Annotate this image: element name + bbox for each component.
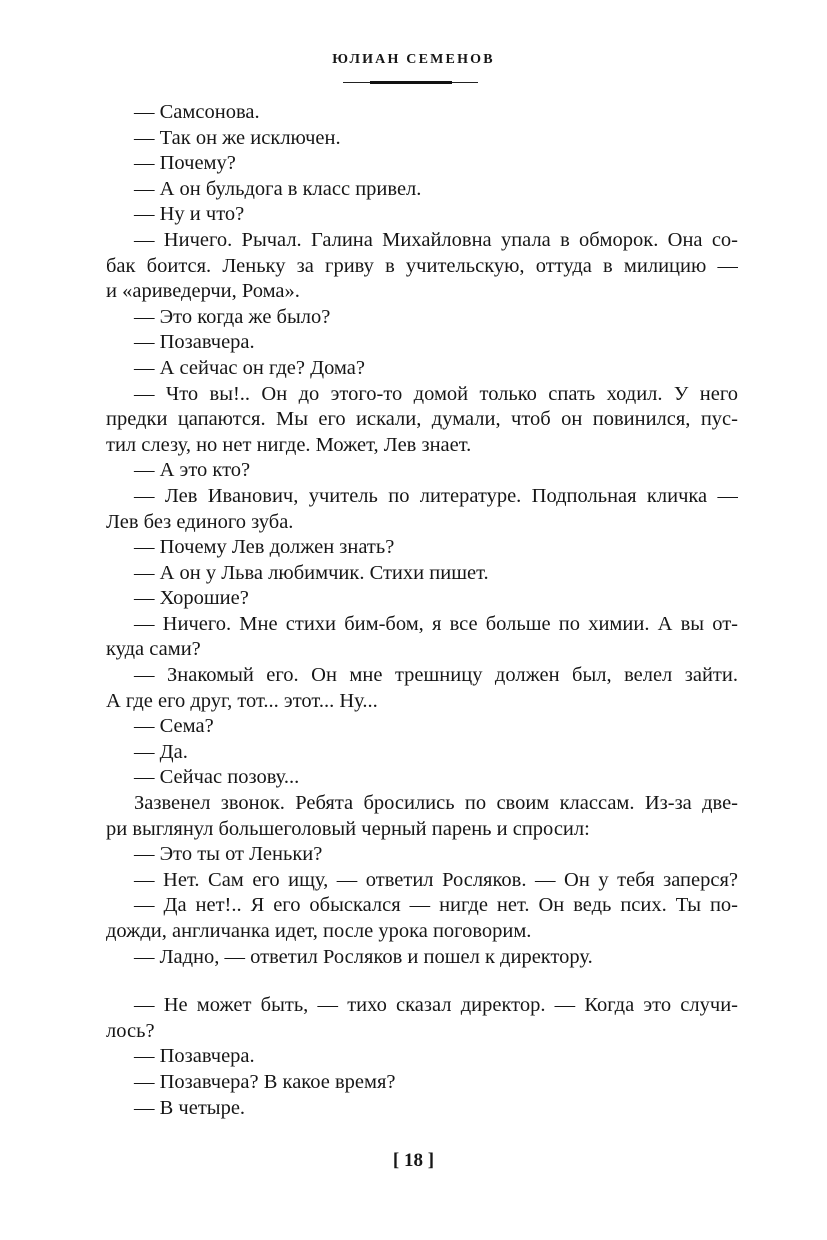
text-line: дожди, англичанка идет, после урока поговорим. [106,920,532,942]
text-line: Зазвенел звонок. Ребята бросились по своим классам. Из-за две- [134,792,738,815]
text-line: — Так он же исключен. [134,126,341,149]
text-line: бак боится. Леньку за гриву в учительскую, оттуда в милицию — [106,254,738,277]
running-head-author: ЮЛИАН СЕМЕНОВ [332,52,495,67]
text-line: — Почему Лев должен знать? [134,536,395,559]
text-line: — Сема? [134,715,214,738]
text-line: — А он у Льва любимчик. Стихи пишет. [134,561,489,584]
text-line: предки цапаются. Мы его искали, думали, чтоб он повинился, пус- [106,408,738,431]
text-line: — Ничего. Мне стихи бим-бом, я все больше по химии. А вы от- [134,612,738,635]
text-line: — Что вы!.. Он до этого-то домой только спать ходил. У него [134,382,738,405]
text-line: — Позавчера. [134,1045,255,1068]
text-line: — Ну и что? [134,203,245,226]
text-line: ри выглянул большеголовый черный парень и спросил: [106,817,590,840]
text-line: — Это ты от Леньки? [134,843,323,866]
text-line: — Позавчера? В какое время? [134,1070,396,1093]
body-text [106,100,738,1121]
text-line: — Это когда же было? [134,305,331,328]
text-line: — Ничего. Рычал. Галина Михайловна упала в обморок. Она со- [134,228,738,251]
text-line: — Позавчера. [134,331,255,354]
text-line: — Почему? [134,152,236,175]
text-line: — Сейчас позову... [134,766,300,789]
page-number: [ 18 ] [392,1150,435,1171]
text-line: — Знакомый его. Он мне трешницу должен был, велел зайти. [134,664,738,687]
text-line: — А это кто? [134,459,251,482]
text-line: — В четыре. [134,1096,246,1119]
text-line: и «ариведерчи, Рома». [106,280,300,303]
text-line: — Да нет!.. Я его обыскался — нигде нет. Он ведь псих. Ты по- [134,894,738,917]
text-line: — Да. [134,740,188,763]
text-block-2 [106,993,738,1121]
text-line: — А сейчас он где? Дома? [134,356,365,379]
text-line: — Лев Иванович, учитель по литературе. Подпольная кличка — [134,484,738,507]
text-line: — Нет. Сам его ищу, — ответил Росляков. — Он у тебя заперся? [134,868,738,891]
text-line: Лев без единого зуба. [106,510,294,533]
text-line: А где его друг, тот... этот... Ну... [106,689,378,712]
section-break [106,970,738,993]
text-line: — Не может быть, — тихо сказал директор. — Когда это случи- [134,994,738,1017]
text-line: — Самсонова. [134,101,260,123]
text-line: тил слезу, но нет нигде. Может, Лев знает. [106,433,472,456]
text-block-1 [106,100,738,970]
text-line: — А он бульдога в класс привел. [134,177,422,200]
text-line: — Ладно, — ответил Росляков и пошел к директору. [134,945,593,968]
text-line: лось? [106,1019,155,1042]
text-line: куда сами? [106,638,201,661]
header-rule-accent [370,81,452,84]
text-line: — Хорошие? [134,587,249,610]
